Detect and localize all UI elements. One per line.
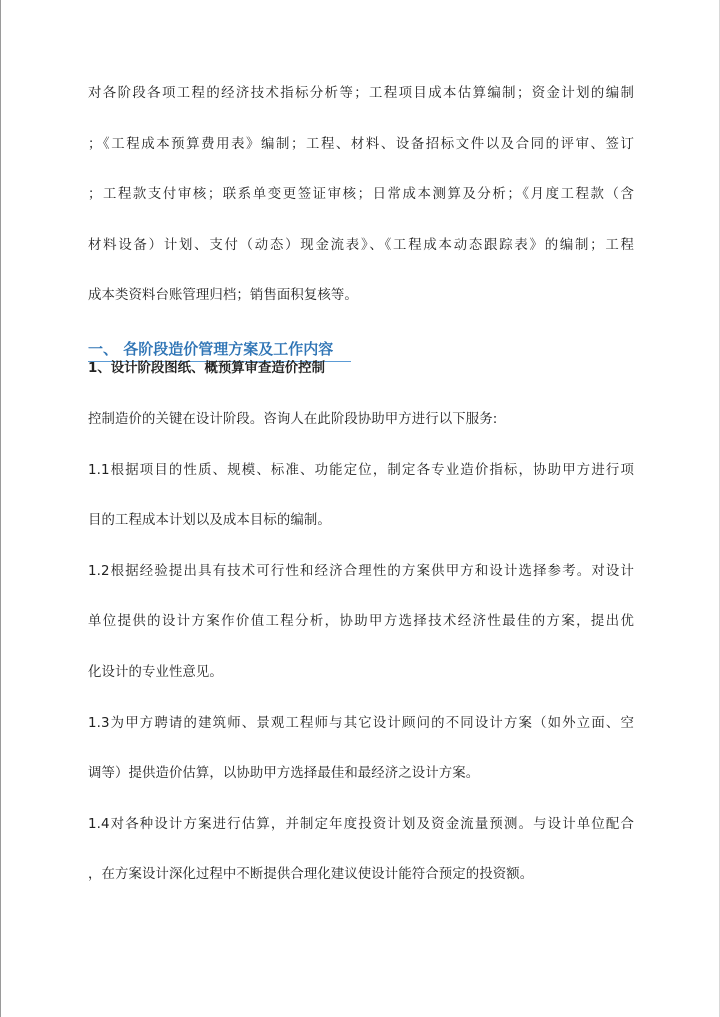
body-line-6: 化设计的专业性意见。 [88, 665, 223, 680]
intro-line-3: ；工程款支付审核；联系单变更签证审核；日常成本测算及分析；《月度工程款（含 [88, 187, 634, 202]
intro-line-4: 材料设备）计划、支付（动态）现金流表》、《工程成本动态跟踪表》的编制；工程 [88, 238, 634, 253]
section-title: 一、 各阶段造价管理方案及工作内容 [88, 340, 334, 358]
subsection-heading: 1、设计阶段图纸、概预算审查造价控制 [88, 361, 325, 376]
page-left-edge [0, 0, 1, 1017]
body-line-7: 1.3为甲方聘请的建筑师、景观工程师与其它设计顾问的不同设计方案（如外立面、空 [88, 716, 634, 731]
body-line-3: 目的工程成本计划以及成本目标的编制。 [88, 513, 331, 528]
body-line-1: 控制造价的关键在设计阶段。咨询人在此阶段协助甲方进行以下服务: [88, 412, 498, 427]
body-line-5: 单位提供的设计方案作价值工程分析，协助甲方选择技术经济性最佳的方案，提出优 [88, 614, 634, 629]
body-line-10: ，在方案设计深化过程中不断提供合理化建议使设计能符合预定的投资额。 [88, 867, 534, 882]
body-line-8: 调等）提供造价估算，以协助甲方选择最佳和最经济之设计方案。 [88, 766, 480, 781]
body-line-4: 1.2根据经验提出具有技术可行性和经济合理性的方案供甲方和设计选择参考。对设计 [88, 564, 634, 579]
intro-line-2: ；《工程成本预算费用表》编制；工程、材料、设备招标文件以及合同的评审、签订 [88, 137, 634, 152]
intro-line-1: 对各阶段各项工程的经济技术指标分析等；工程项目成本估算编制；资金计划的编制 [88, 86, 634, 101]
body-line-2: 1.1根据项目的性质、规模、标准、功能定位，制定各专业造价指标，协助甲方进行项 [88, 463, 634, 478]
body-line-9: 1.4对各种设计方案进行估算，并制定年度投资计划及资金流量预测。与设计单位配合 [88, 817, 634, 832]
intro-line-5: 成本类资料台账管理归档；销售面积复核等。 [88, 288, 358, 303]
